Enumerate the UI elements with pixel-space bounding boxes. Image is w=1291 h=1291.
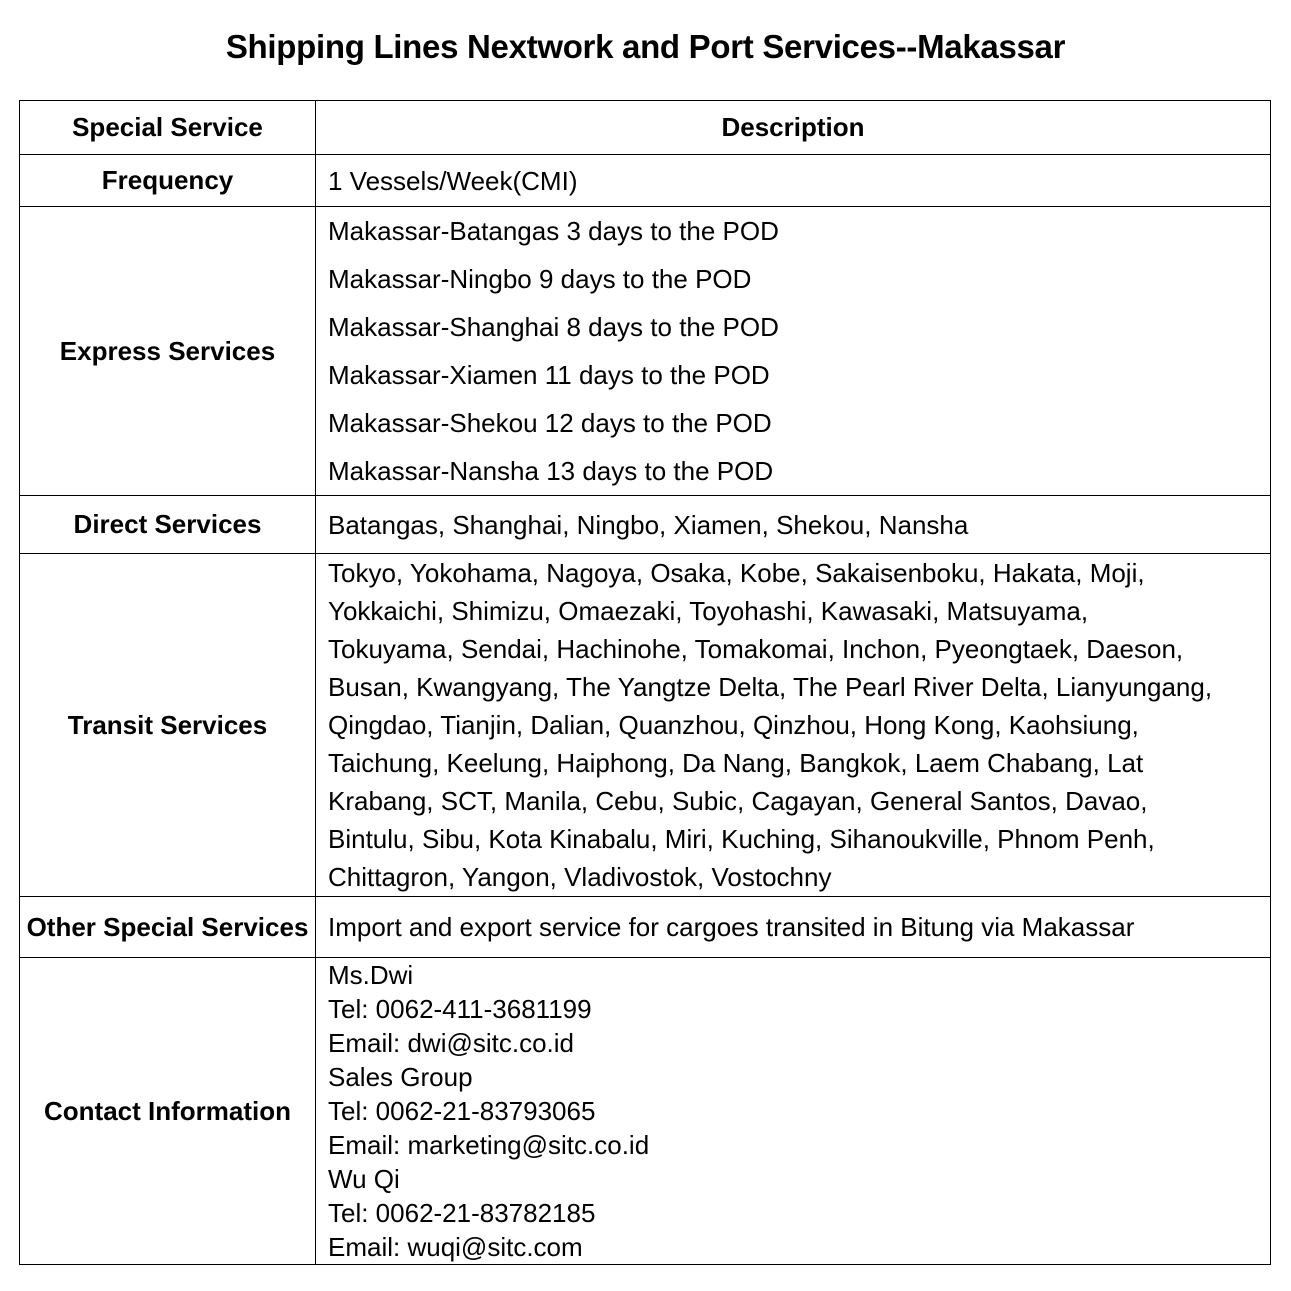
direct-value: Batangas, Shanghai, Ningbo, Xiamen, Shekou, Nansha: [316, 496, 1271, 554]
contact-line: Tel: 0062-21-83793065: [328, 1096, 596, 1126]
other-row: [20, 897, 1271, 958]
express-value: [316, 207, 1271, 496]
contact-line: Tel: 0062-411-3681199: [328, 994, 592, 1024]
express-line: Makassar-Nansha 13 days to the POD: [328, 456, 774, 486]
contact-line: Wu Qi: [328, 1164, 400, 1194]
express-line: Makassar-Xiamen 11 days to the POD: [328, 360, 770, 390]
contact-value: [316, 958, 1271, 1265]
transit-line: Busan, Kwangyang, The Yangtze Delta, The Pearl River Delta, Lianyungang,: [328, 672, 1213, 702]
frequency-value: 1 Vessels/Week(CMI): [316, 155, 1271, 207]
contact-line: Email: wuqi@sitc.com: [328, 1232, 583, 1262]
header-special-service: Special Service: [20, 101, 316, 155]
transit-line: Tokyo, Yokohama, Nagoya, Osaka, Kobe, Sakaisenboku, Hakata, Moji,: [328, 558, 1145, 588]
transit-value: [316, 554, 1271, 897]
header-row: [20, 101, 1271, 155]
direct-label: Direct Services: [20, 496, 316, 554]
contact-row: [20, 958, 1271, 1265]
transit-line: Qingdao, Tianjin, Dalian, Quanzhou, Qinzhou, Hong Kong, Kaohsiung,: [328, 710, 1139, 740]
express-label: Express Services: [20, 207, 316, 496]
contact-label: Contact Information: [20, 958, 316, 1265]
transit-line: Bintulu, Sibu, Kota Kinabalu, Miri, Kuching, Sihanoukville, Phnom Penh,: [328, 824, 1155, 854]
express-line: Makassar-Ningbo 9 days to the POD: [328, 264, 752, 294]
express-line: Makassar-Shekou 12 days to the POD: [328, 408, 772, 438]
transit-row: [20, 554, 1271, 897]
transit-line: Krabang, SCT, Manila, Cebu, Subic, Cagayan, General Santos, Davao,: [328, 786, 1148, 816]
page-title: Shipping Lines Nextwork and Port Services--Makassar: [225, 28, 1066, 65]
express-line: Makassar-Batangas 3 days to the POD: [328, 216, 779, 246]
transit-line: Yokkaichi, Shimizu, Omaezaki, Toyohashi, Kawasaki, Matsuyama,: [328, 596, 1089, 626]
transit-label: Transit Services: [20, 554, 316, 897]
transit-line: Taichung, Keelung, Haiphong, Da Nang, Bangkok, Laem Chabang, Lat: [328, 748, 1144, 778]
contact-line: Email: dwi@sitc.co.id: [328, 1028, 575, 1058]
frequency-row: [20, 155, 1271, 207]
contact-line: Tel: 0062-21-83782185: [328, 1198, 596, 1228]
contact-line: Email: marketing@sitc.co.id: [328, 1130, 650, 1160]
express-line: Makassar-Shanghai 8 days to the POD: [328, 312, 779, 342]
express-row: [20, 207, 1271, 496]
other-value: Import and export service for cargoes transited in Bitung via Makassar: [316, 897, 1271, 958]
transit-line: Tokuyama, Sendai, Hachinohe, Tomakomai, Inchon, Pyeongtaek, Daeson,: [328, 634, 1184, 664]
contact-line: Sales Group: [328, 1062, 473, 1092]
contact-line: Ms.Dwi: [328, 960, 414, 990]
services-table: [19, 100, 1271, 1265]
frequency-label: Frequency: [20, 155, 316, 207]
direct-row: [20, 496, 1271, 554]
transit-line: Chittagron, Yangon, Vladivostok, Vostochny: [328, 862, 832, 892]
other-label: Other Special Services: [20, 897, 316, 958]
header-description: Description: [316, 101, 1271, 155]
